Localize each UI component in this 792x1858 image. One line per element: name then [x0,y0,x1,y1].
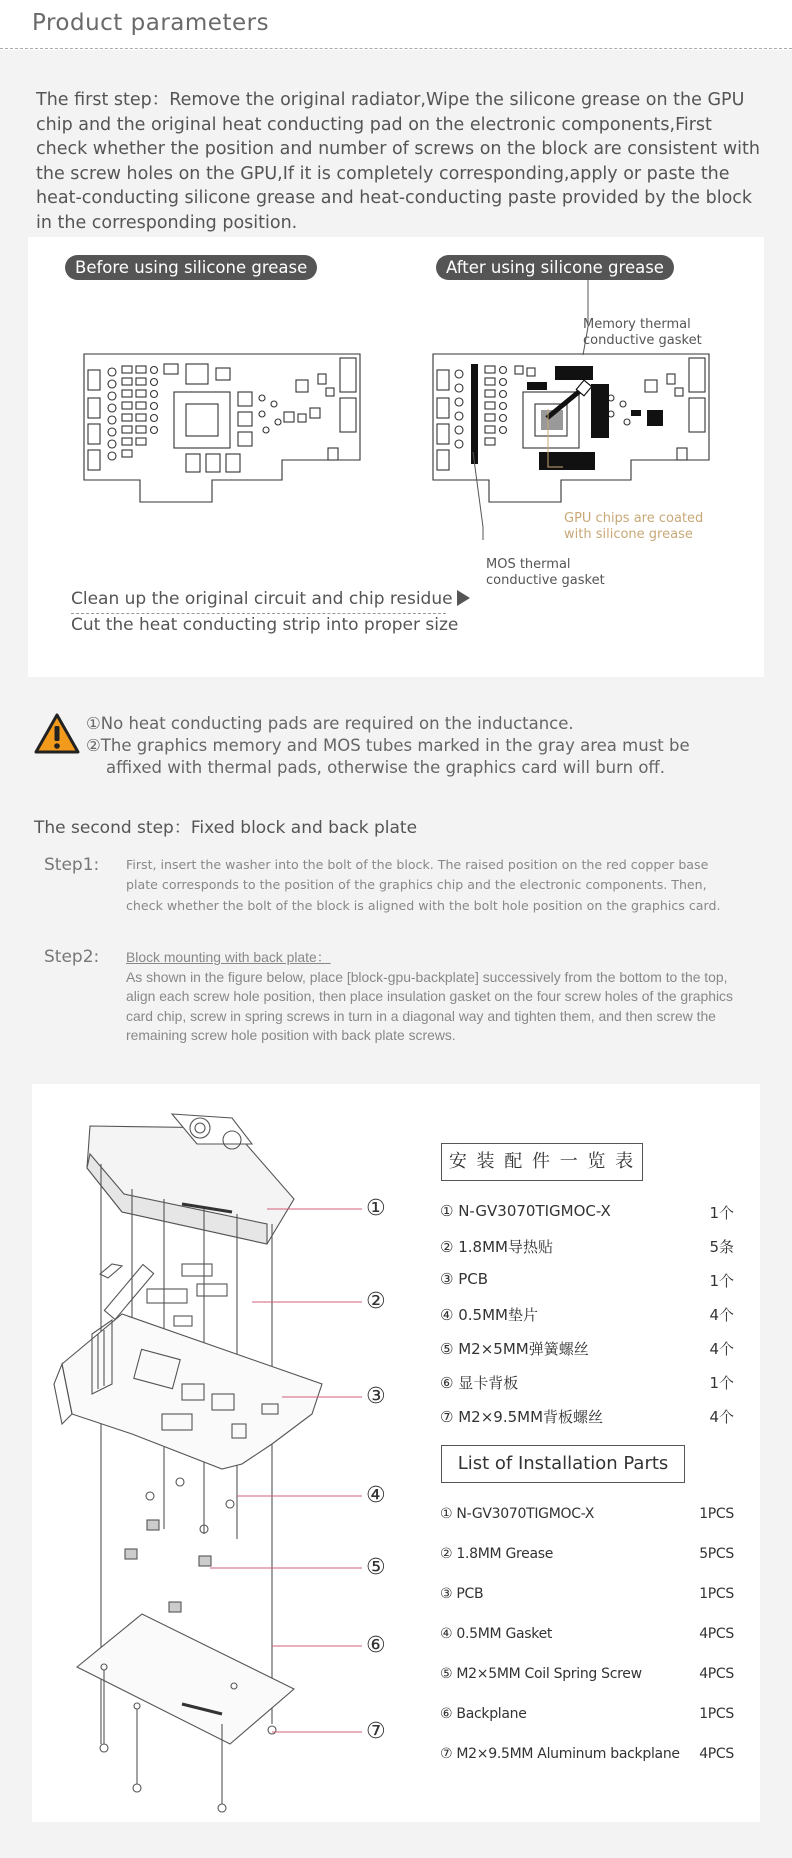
parts-en-item-6: ⑥ Backplane [440,1706,527,1722]
callout-2: ② [366,1289,386,1314]
grease-comparison-panel [28,237,764,677]
callout-6: ⑥ [366,1633,386,1658]
parts-en-item-3: ③ PCB [440,1586,484,1602]
parts-cn-item-1: ① N-GV3070TIGMOC-X [440,1202,611,1220]
parts-cn-qty-6: 1个 [709,1374,734,1392]
parts-cn-qty-4: 4个 [709,1306,734,1324]
step1-text: First, insert the washer into the bolt of the block. The raised position on the red copper base plate corresponds to the position of the graphics chip and the electronic components. Then, check whether the bolt of the block is aligned with the bolt hole position on the graphics card. [126,857,721,913]
parts-en-qty-2: 5PCS [699,1546,734,1562]
warning-line-2: ②The graphics memory and MOS tubes marked in the gray area must be [86,736,690,755]
callout-5: ⑤ [366,1555,386,1580]
second-step-title: The second step：Fixed block and back plate [34,818,418,838]
parts-cn-title: 安 装 配 件 一 览 表 [441,1143,643,1181]
parts-cn-item-5: ⑤ M2×5MM弹簧螺丝 [440,1340,589,1358]
parts-cn-item-4: ④ 0.5MM垫片 [440,1306,538,1324]
step2-heading: Block mounting with back plate： [126,949,331,965]
page-title: Product parameters [32,10,270,36]
mos-callout-line2: conductive gasket [486,573,605,588]
mos-callout-line1: MOS thermal [486,557,571,572]
parts-cn-item-3: ③ PCB [440,1270,489,1288]
parts-en-item-2: ② 1.8MM Grease [440,1546,554,1562]
step2-text: As shown in the figure below, place [block-gpu-backplate] successively from the bottom to the top, align each screw hole position, then place insulation gasket on the four screw holes of the graphics card chip, screw in spring screws in turn in a diagonal way and tighten them, and then screw the remaining screw hole position with back plate screws. [126,968,733,1043]
gpu-callout-line1: GPU chips are coated [564,511,704,526]
memory-callout-line2: conductive gasket [583,333,702,348]
warning-text [86,713,766,779]
mos-callout [486,557,605,589]
parts-en-item-5: ⑤ M2×5MM Coil Spring Screw [440,1666,642,1682]
parts-en-qty-5: 4PCS [699,1666,734,1682]
parts-en-qty-1: 1PCS [699,1506,734,1522]
parts-en-qty-4: 4PCS [699,1626,734,1642]
parts-cn-item-6: ⑥ 显卡背板 [440,1374,519,1392]
parts-cn-qty-3: 1个 [709,1272,734,1290]
callout-4: ④ [366,1483,386,1508]
parts-cn-item-2: ② 1.8MM导热贴 [440,1238,553,1256]
instruction-divider [71,613,446,614]
header-divider [0,48,792,49]
first-step-text: The first step：Remove the original radiator,Wipe the silicone grease on the GPU chip and the original heat conducting pad on the electronic components,First check whether the position and number of screws on the block are consistent with the screw holes on the GPU,If it is completely corresponding,apply or paste the heat-conducting silicone grease and heat-conducting paste provided by the block in the corresponding position. [36,90,760,233]
gpu-callout [564,511,703,543]
step2-body [126,948,740,1046]
callout-1: ① [366,1196,386,1221]
after-label: After using silicone grease [436,255,674,280]
page-header [0,0,792,50]
parts-en-qty-6: 1PCS [699,1706,734,1722]
step1-label: Step1: [44,855,100,875]
callout-lines [28,237,764,677]
step2-label: Step2: [44,947,100,967]
gpu-callout-line2: with silicone grease [564,527,693,542]
parts-en-item-1: ① N-GV3070TIGMOC-X [440,1506,595,1522]
clean-instruction [71,589,470,609]
clean-instruction-text: Clean up the original circuit and chip residue [71,589,453,609]
callout-3: ③ [366,1384,386,1409]
callout-7: ⑦ [366,1719,386,1744]
memory-callout [583,317,702,349]
parts-en-item-7: ⑦ M2×9.5MM Aluminum backplane [440,1746,680,1762]
warning-line-3: affixed with thermal pads, otherwise the graphics card will burn off. [106,758,666,777]
exploded-view-illustration [32,1084,422,1822]
cut-instruction: Cut the heat conducting strip into proper size [71,615,459,635]
installation-parts-panel [32,1084,760,1822]
parts-en-qty-3: 1PCS [699,1586,734,1602]
parts-cn-qty-2: 5条 [709,1238,734,1256]
parts-cn-qty-5: 4个 [709,1340,734,1358]
memory-callout-line1: Memory thermal [583,317,691,332]
parts-en-qty-7: 4PCS [699,1746,734,1762]
warning-line-1: ①No heat conducting pads are required on the inductance. [86,714,574,733]
warning-icon [34,713,80,755]
parts-cn-item-7: ⑦ M2×9.5MM背板螺丝 [440,1408,604,1426]
before-label: Before using silicone grease [65,255,317,280]
parts-en-title: List of Installation Parts [441,1445,685,1483]
play-arrow-icon [457,590,470,606]
parts-cn-qty-7: 4个 [709,1408,734,1426]
parts-en-item-4: ④ 0.5MM Gasket [440,1626,553,1642]
parts-cn-qty-1: 1个 [709,1204,734,1222]
